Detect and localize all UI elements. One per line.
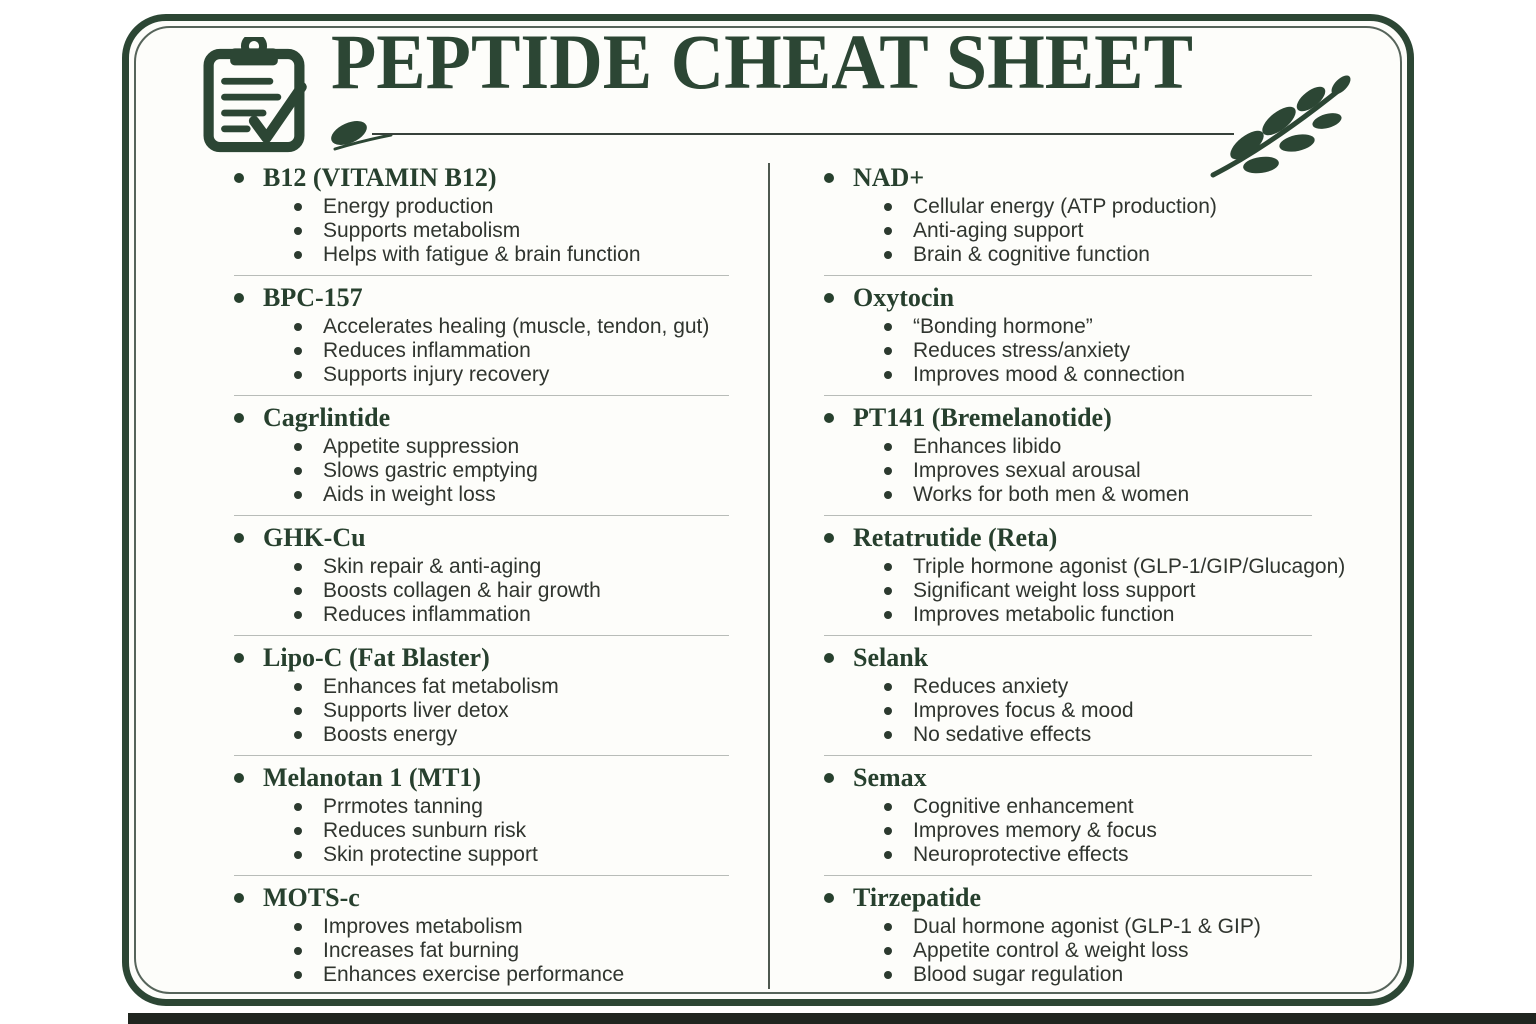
benefit-item [234,483,729,507]
benefit-text: Supports metabolism [323,219,521,242]
benefit-text: Reduces inflammation [323,603,531,626]
sub-bullet-icon [294,563,302,571]
peptide-entry [234,163,729,276]
card-shadow [128,1013,1536,1024]
peptide-entry [234,643,729,756]
entry-divider [824,275,1312,276]
peptide-name: Cagrlintide [263,402,391,432]
left-column [234,163,729,995]
sub-bullet-icon [884,851,892,859]
benefit-text: Enhances libido [913,435,1062,458]
sub-bullet-icon [884,803,892,811]
peptide-entry-heading [234,763,729,792]
peptide-entry-heading [824,643,1312,672]
sub-bullet-icon [884,371,892,379]
peptide-entry-heading [824,163,1312,192]
benefit-item [234,963,729,987]
entry-divider [824,875,1312,876]
benefit-item [234,339,729,363]
peptide-entry [824,522,1346,636]
sub-bullet-icon [884,707,892,715]
benefit-item [824,339,1312,363]
benefit-text: Improves mood & connection [913,363,1185,386]
benefit-item [824,819,1312,843]
benefit-text: Anti-aging support [913,219,1084,242]
peptide-entry [824,643,1312,756]
peptide-name: Lipo-C (Fat Blaster) [263,642,490,672]
peptide-benefits-list [234,315,729,387]
benefit-item [824,795,1312,819]
entry-divider [824,515,1312,516]
benefit-item [824,195,1312,219]
benefit-text: Skin repair & anti-aging [323,555,542,578]
sub-bullet-icon [884,611,892,619]
peptide-entry [824,283,1312,396]
benefit-item [824,963,1312,987]
benefit-item [824,843,1312,867]
entry-divider [824,755,1312,756]
peptide-entry [234,523,729,636]
peptide-entry [234,403,729,516]
sub-bullet-icon [884,827,892,835]
peptide-benefits-list [824,315,1312,387]
benefit-item [824,723,1312,747]
peptide-benefits-list [234,795,729,867]
benefit-item [234,699,729,723]
peptide-name: Melanotan 1 (MT1) [263,762,482,792]
benefit-text: Slows gastric emptying [323,459,538,482]
peptide-entry-heading [234,643,729,672]
sub-bullet-icon [294,491,302,499]
peptide-benefits-list [234,675,729,747]
sub-bullet-icon [294,467,302,475]
peptide-benefits-list [824,795,1312,867]
peptide-entry-heading [234,403,729,432]
benefit-item [234,219,729,243]
benefit-item [824,579,1312,603]
peptide-benefits-list [234,195,729,267]
benefit-item [234,243,729,267]
benefit-text: Boosts collagen & hair growth [323,579,601,602]
benefit-text: Reduces inflammation [323,339,531,362]
benefit-text: Improves sexual arousal [913,459,1141,482]
sub-bullet-icon [294,707,302,715]
sub-bullet-icon [294,323,302,331]
sub-bullet-icon [884,203,892,211]
benefit-item [234,843,729,867]
benefit-text: Enhances exercise performance [323,963,625,986]
sub-bullet-icon [294,371,302,379]
benefit-text: Enhances fat metabolism [323,675,559,698]
peptide-entry-heading [234,883,729,912]
sub-bullet-icon [884,323,892,331]
benefit-item [234,459,729,483]
peptide-entry-heading [824,523,1312,552]
bullet-icon [824,653,834,663]
sub-bullet-icon [884,467,892,475]
entry-divider [234,755,729,756]
bullet-icon [824,413,834,423]
benefit-text: Improves focus & mood [913,699,1134,722]
sub-bullet-icon [884,683,892,691]
benefit-text: Prrmotes tanning [323,795,483,818]
benefit-text: “Bonding hormone” [913,315,1093,338]
peptide-name: Tirzepatide [853,882,982,912]
benefit-item [234,675,729,699]
peptide-benefits-list [234,555,729,627]
sub-bullet-icon [884,251,892,259]
bullet-icon [234,413,244,423]
benefit-text: Boosts energy [323,723,458,746]
content [234,162,1346,995]
peptide-name: Selank [853,642,929,672]
sub-bullet-icon [294,923,302,931]
benefit-text: Supports injury recovery [323,363,550,386]
benefit-item [234,603,729,627]
peptide-benefits-list [234,915,729,987]
peptide-entry [824,883,1312,987]
benefit-text: Reduces anxiety [913,675,1069,698]
right-column [824,162,1346,995]
benefit-text: Works for both men & women [913,483,1190,506]
benefit-text: Reduces stress/anxiety [913,339,1131,362]
header-rule [372,133,1234,135]
peptide-benefits-list [234,435,729,507]
benefit-item [234,939,729,963]
peptide-name: Oxytocin [853,282,955,312]
peptide-benefits-list [824,915,1312,987]
entry-divider [824,635,1312,636]
benefit-text: Skin protectine support [323,843,538,866]
peptide-name: Retatrutide (Reta) [853,522,1058,552]
benefit-item [824,675,1312,699]
peptide-entry [824,763,1312,876]
benefit-text: Energy production [323,195,494,218]
peptide-name: GHK-Cu [263,522,366,552]
entry-divider [234,635,729,636]
peptide-entry [824,403,1312,516]
sub-bullet-icon [884,587,892,595]
sub-bullet-icon [294,203,302,211]
peptide-benefits-list [824,675,1312,747]
peptide-entry-heading [824,883,1312,912]
bullet-icon [824,533,834,543]
benefit-text: Appetite control & weight loss [913,939,1189,962]
bullet-icon [824,293,834,303]
sub-bullet-icon [884,563,892,571]
sub-bullet-icon [294,251,302,259]
benefit-text: Helps with fatigue & brain function [323,243,641,266]
benefit-item [824,915,1312,939]
peptide-entry-heading [824,763,1312,792]
benefit-text: Improves memory & focus [913,819,1157,842]
benefit-item [824,219,1312,243]
sub-bullet-icon [884,443,892,451]
sub-bullet-icon [294,683,302,691]
benefit-item [234,363,729,387]
benefit-text: Cellular energy (ATP production) [913,195,1217,218]
benefit-item [234,315,729,339]
sub-bullet-icon [294,851,302,859]
benefit-text: Dual hormone agonist (GLP-1 & GIP) [913,915,1261,938]
benefit-text: Neuroprotective effects [913,843,1129,866]
peptide-entry [234,763,729,876]
benefit-item [824,555,1346,579]
sub-bullet-icon [294,611,302,619]
benefit-item [234,435,729,459]
peptide-entry-heading [234,163,729,192]
bullet-icon [824,893,834,903]
benefit-item [234,819,729,843]
benefit-text: Improves metabolic function [913,603,1175,626]
peptide-name: Semax [853,762,927,792]
page-title: PEPTIDE CHEAT SHEET [331,18,1193,105]
benefit-text: Blood sugar regulation [913,963,1124,986]
benefit-text: Significant weight loss support [913,579,1196,602]
peptide-name: NAD+ [853,162,925,192]
clipboard-check-icon [195,37,313,155]
bullet-icon [234,653,244,663]
benefit-item [824,459,1312,483]
peptide-entry [234,283,729,396]
peptide-entry-heading [824,403,1312,432]
peptide-entry [234,883,729,987]
benefit-item [234,555,729,579]
benefit-text: Increases fat burning [323,939,520,962]
entry-divider [234,875,729,876]
benefit-item [824,483,1312,507]
bullet-icon [234,773,244,783]
sub-bullet-icon [884,731,892,739]
sub-bullet-icon [294,227,302,235]
entry-divider [824,395,1312,396]
card [122,14,1414,1006]
benefit-item [824,435,1312,459]
sub-bullet-icon [294,587,302,595]
benefit-item [824,939,1312,963]
peptide-benefits-list [824,195,1312,267]
benefit-text: Improves metabolism [323,915,523,938]
sub-bullet-icon [294,803,302,811]
benefit-item [234,579,729,603]
sub-bullet-icon [294,443,302,451]
sub-bullet-icon [294,731,302,739]
bullet-icon [234,293,244,303]
peptide-name: MOTS-c [263,882,360,912]
sub-bullet-icon [884,347,892,355]
sub-bullet-icon [884,923,892,931]
sub-bullet-icon [294,947,302,955]
bullet-icon [234,893,244,903]
benefit-text: Cognitive enhancement [913,795,1134,818]
peptide-name: PT141 (Bremelanotide) [853,402,1112,432]
benefit-item [824,315,1312,339]
entry-divider [234,275,729,276]
entry-divider [234,515,729,516]
benefit-item [234,195,729,219]
bullet-icon [824,173,834,183]
entry-divider [234,395,729,396]
benefit-text: Triple hormone agonist (GLP-1/GIP/Glucagon) [913,555,1346,578]
peptide-entry-heading [234,523,729,552]
sub-bullet-icon [294,827,302,835]
column-divider [768,163,770,989]
benefit-item [234,915,729,939]
bullet-icon [234,533,244,543]
benefit-item [234,723,729,747]
benefit-text: Appetite suppression [323,435,520,458]
sub-bullet-icon [294,347,302,355]
sub-bullet-icon [884,971,892,979]
benefit-item [234,795,729,819]
sub-bullet-icon [884,227,892,235]
benefit-text: Brain & cognitive function [913,243,1150,266]
peptide-name: BPC-157 [263,282,363,312]
peptide-benefits-list [824,435,1312,507]
benefit-item [824,363,1312,387]
sub-bullet-icon [884,947,892,955]
benefit-text: Reduces sunburn risk [323,819,527,842]
bullet-icon [234,173,244,183]
benefit-text: Aids in weight loss [323,483,496,506]
benefit-text: No sedative effects [913,723,1092,746]
sub-bullet-icon [294,971,302,979]
benefit-item [824,243,1312,267]
bullet-icon [824,773,834,783]
peptide-entry-heading [824,283,1312,312]
sub-bullet-icon [884,491,892,499]
benefit-item [824,603,1312,627]
benefit-item [824,699,1312,723]
benefit-text: Accelerates healing (muscle, tendon, gut) [323,315,710,338]
benefit-text: Supports liver detox [323,699,509,722]
peptide-name: B12 (VITAMIN B12) [263,162,497,192]
peptide-entry [824,163,1312,276]
peptide-benefits-list [824,555,1346,627]
peptide-entry-heading [234,283,729,312]
